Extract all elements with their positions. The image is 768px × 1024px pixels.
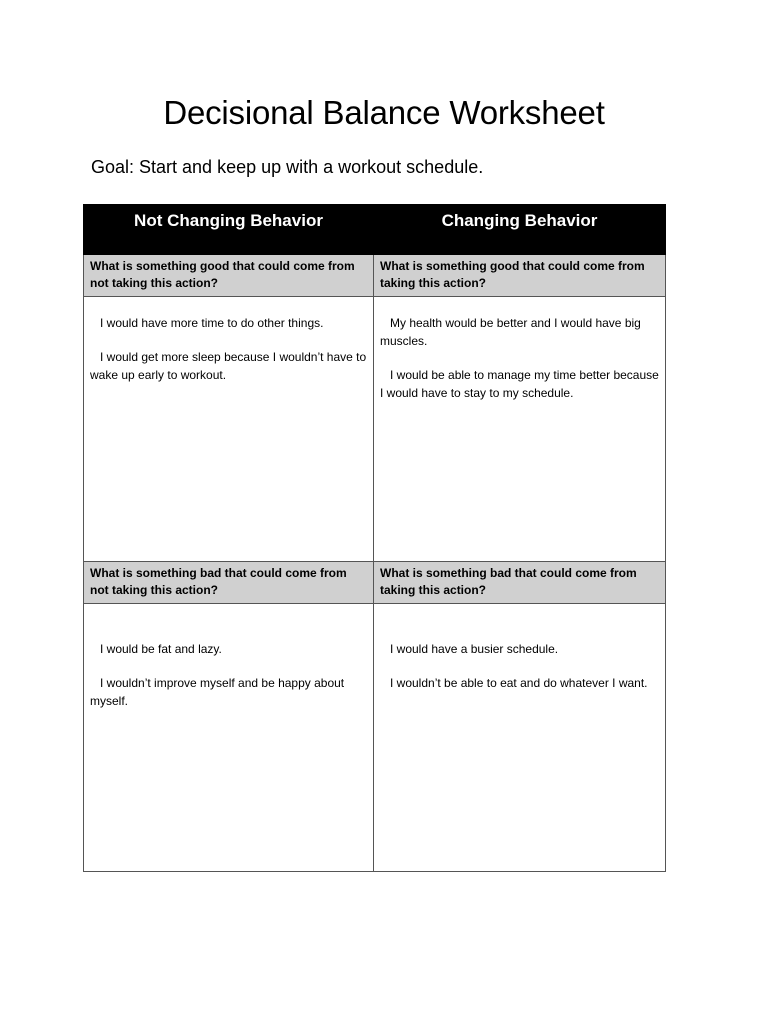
bad-answers-not-changing: [84, 604, 374, 872]
good-answers-changing: [374, 297, 666, 562]
answer-text: I would get more sleep because I wouldn’t have to wake up early to workout.: [90, 350, 367, 382]
column-header-not-changing: Not Changing Behavior: [84, 205, 374, 255]
bad-answers-changing: [374, 604, 666, 872]
answer-text: My health would be better and I would have big muscles.: [380, 316, 641, 348]
bad-answers-row: [84, 604, 666, 872]
good-question-row: [84, 255, 666, 297]
answer-text: I wouldn’t be able to eat and do whatever I want.: [390, 676, 648, 690]
bad-question-not-changing: What is something bad that could come from not taking this action?: [84, 562, 374, 604]
answer-text: I wouldn’t improve myself and be happy about myself.: [90, 676, 345, 708]
goal-statement: Goal: Start and keep up with a workout schedule.: [91, 157, 484, 177]
good-question-changing: What is something good that could come from taking this action?: [374, 255, 666, 297]
good-question-not-changing: What is something good that could come from not taking this action?: [84, 255, 374, 297]
page-title: Decisional Balance Worksheet: [163, 94, 605, 131]
bad-question-changing: What is something bad that could come from taking this action?: [374, 562, 666, 604]
answer-text: I would have a busier schedule.: [390, 642, 559, 656]
decisional-balance-table: [83, 204, 666, 872]
column-header-changing: Changing Behavior: [374, 205, 666, 255]
good-answers-row: [84, 297, 666, 562]
header-row: [84, 205, 666, 255]
good-answers-not-changing: [84, 297, 374, 562]
bad-question-row: [84, 562, 666, 604]
answer-text: I would be fat and lazy.: [100, 642, 222, 656]
answer-text: I would be able to manage my time better because I would have to stay to my schedule.: [380, 368, 659, 400]
answer-text: I would have more time to do other things.: [100, 316, 324, 330]
